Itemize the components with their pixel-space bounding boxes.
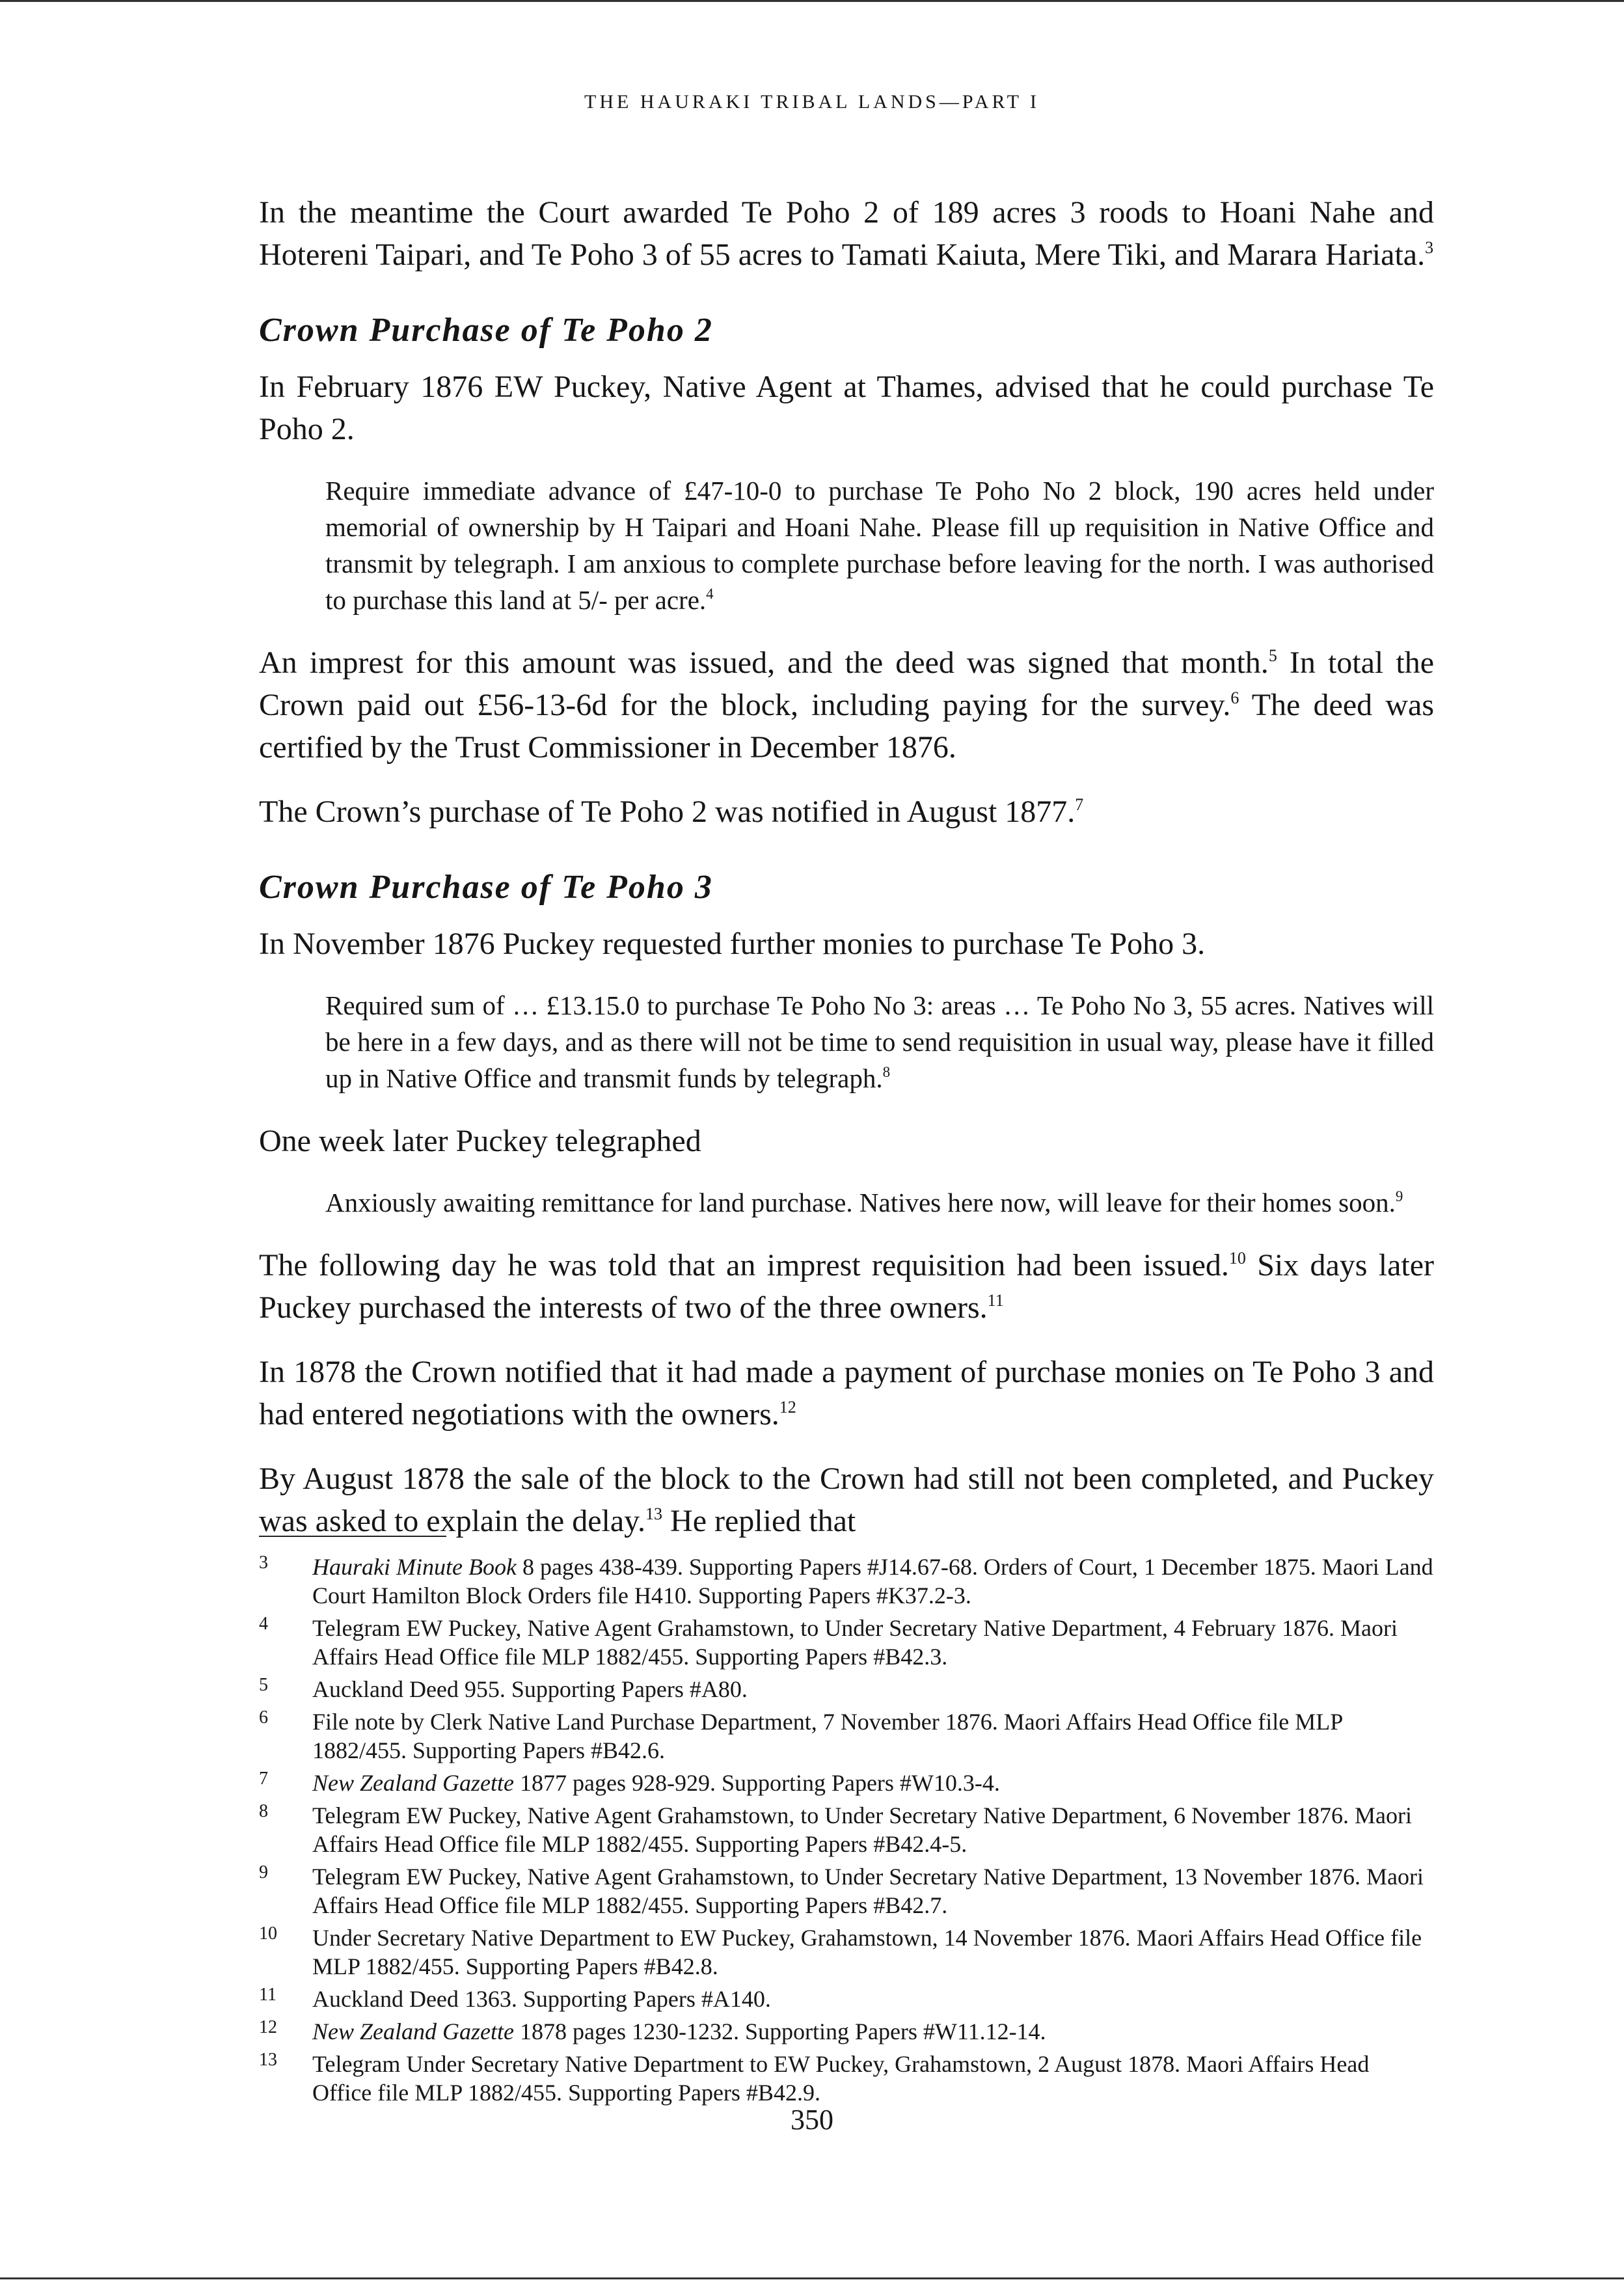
quote-telegram-2	[325, 987, 1434, 1096]
footnote-source-title: New Zealand Gazette	[312, 2018, 514, 2044]
paragraph-8-text: In 1878 the Crown notified that it had made a payment of purchase monies on Te Poho 3 and had entered negotiations with the owners.	[259, 1355, 1434, 1432]
footnote-source-title: New Zealand Gazette	[312, 1770, 514, 1796]
footnote-ref-7[interactable]: 7	[1075, 795, 1084, 814]
footnote-item	[259, 1675, 1434, 1704]
paragraph-5	[259, 923, 1434, 965]
footnote-text	[312, 1614, 1434, 1671]
footnote-ref-13[interactable]: 13	[645, 1504, 663, 1523]
footnote-citation: Telegram EW Puckey, Native Agent Grahamstown, to Under Secretary Native Department, 6 November 1876. Maori Affairs Head Office file MLP 1882/455. Supporting Papers #B42.4-5.	[312, 1802, 1412, 1857]
page-number: 350	[791, 2104, 833, 2136]
footnote-text	[312, 1923, 1434, 1981]
footnote-item	[259, 1923, 1434, 1981]
footnote-number: 6	[259, 1707, 268, 1728]
footnote-item	[259, 2050, 1434, 2107]
footnote-ref-11[interactable]: 11	[987, 1291, 1004, 1310]
footnote-citation: Telegram EW Puckey, Native Agent Grahamstown, to Under Secretary Native Department, 4 February 1876. Maori Affairs Head Office file MLP 1882/455. Supporting Papers #B42.3.	[312, 1615, 1398, 1670]
footnote-number: 7	[259, 1769, 268, 1789]
footnote-ref-12[interactable]: 12	[779, 1398, 796, 1417]
footnote-item	[259, 1553, 1434, 1610]
paragraph-7	[259, 1244, 1434, 1329]
paragraph-5-text: In November 1876 Puckey requested further monies to purchase Te Poho 3.	[259, 927, 1206, 961]
footnote-number: 8	[259, 1801, 268, 1821]
footnote-ref-3[interactable]: 3	[1425, 238, 1434, 257]
footnote-number: 10	[259, 1923, 277, 1944]
footnote-ref-6[interactable]: 6	[1230, 688, 1239, 707]
paragraph-6-text: One week later Puckey telegraphed	[259, 1124, 701, 1158]
footnote-citation: 1878 pages 1230-1232. Supporting Papers #W11.12-14.	[513, 2018, 1046, 2044]
body-text	[259, 191, 1434, 1564]
paragraph-9	[259, 1458, 1434, 1542]
quote-1-text: Require immediate advance of £47-10-0 to purchase Te Poho No 2 block, 190 acres held under memorial of ownership by H Taipari and Hoani Nahe. Please fill up requisition in Native Office and transmit by telegraph. I am anxious to complete purchase before leaving for the north. I was authorised to purchase this land at 5/- per acre.	[325, 476, 1434, 615]
paragraph-2	[259, 366, 1434, 450]
footnotes	[259, 1553, 1434, 2111]
footnote-text	[312, 1769, 1434, 1797]
footnote-text	[312, 1801, 1434, 1858]
footnote-citation: Under Secretary Native Department to EW Puckey, Grahamstown, 14 November 1876. Maori Affairs Head Office file MLP 1882/455. Supporting Papers #B42.8.	[312, 1925, 1422, 1979]
footnote-citation: Auckland Deed 955. Supporting Papers #A80.	[312, 1676, 748, 1702]
footnote-citation: 1877 pages 928-929. Supporting Papers #W10.3-4.	[513, 1770, 1000, 1796]
quote-telegram-1	[325, 472, 1434, 618]
footnote-citation: 8 pages 438-439. Supporting Papers #J14.67-68. Orders of Court, 1 December 1875. Maori Land Court Hamilton Block Orders file H410. Supporting Papers #K37.2-3.	[312, 1554, 1433, 1609]
footnote-number: 5	[259, 1675, 268, 1695]
paragraph-4	[259, 791, 1434, 833]
footnote-citation: Auckland Deed 1363. Supporting Papers #A140.	[312, 1986, 771, 2012]
footnote-text	[312, 1862, 1434, 1920]
quote-telegram-3	[325, 1184, 1434, 1221]
paragraph-3-text-b: In total the Crown paid out £56-13-6d for the block, including paying for the survey.	[259, 645, 1434, 722]
footnote-number: 12	[259, 2017, 277, 2037]
footnote-item	[259, 1769, 1434, 1797]
paragraph-3	[259, 642, 1434, 768]
footnote-source-title: Hauraki Minute Book	[312, 1554, 517, 1580]
footnote-number: 13	[259, 2050, 277, 2070]
footnote-number: 11	[259, 1985, 277, 2005]
paragraph-9-text-b: He replied that	[662, 1504, 856, 1538]
footnote-ref-10[interactable]: 10	[1228, 1249, 1246, 1268]
footnote-item	[259, 1801, 1434, 1858]
footnote-ref-5[interactable]: 5	[1268, 646, 1277, 665]
footnote-text	[312, 1985, 1434, 2013]
paragraph-1	[259, 191, 1434, 276]
paragraph-6	[259, 1120, 1434, 1162]
footnote-text	[312, 2017, 1434, 2046]
running-head: THE HAURAKI TRIBAL LANDS—PART I	[584, 91, 1040, 113]
paragraph-1-text: In the meantime the Court awarded Te Poho 2 of 189 acres 3 roods to Hoani Nahe and Hotereni Taipari, and Te Poho 3 of 55 acres to Tamati Kaiuta, Mere Tiki, and Marara Hariata.	[259, 195, 1434, 272]
footnote-item	[259, 2017, 1434, 2046]
footnote-number: 3	[259, 1553, 268, 1573]
footnote-item	[259, 1614, 1434, 1671]
quote-3-text: Anxiously awaiting remittance for land purchase. Natives here now, will leave for their homes soon.	[325, 1188, 1396, 1217]
footnote-item	[259, 1985, 1434, 2013]
footnote-ref-9[interactable]: 9	[1395, 1188, 1403, 1204]
footnote-text	[312, 1675, 1434, 1704]
footnote-number: 9	[259, 1862, 268, 1882]
paragraph-3-text-c: The deed was certified by the Trust Commissioner in December 1876.	[259, 688, 1435, 765]
footnote-item	[259, 1707, 1434, 1765]
paragraph-7-text-b: Six days later Puckey purchased the interests of two of the three owners.	[259, 1248, 1435, 1325]
paragraph-3-text-a: An imprest for this amount was issued, and the deed was signed that month.	[259, 645, 1269, 680]
footnote-text	[312, 1707, 1434, 1765]
paragraph-7-text-a: The following day he was told that an imprest requisition had been issued.	[259, 1248, 1229, 1283]
quote-2-text: Required sum of … £13.15.0 to purchase Te Poho No 3: areas … Te Poho No 3, 55 acres. Natives will be here in a few days, and as there will not be time to send requisition in usual way, please have it filled up in Native Office and transmit funds by telegraph.	[325, 990, 1434, 1093]
paragraph-4-text: The Crown’s purchase of Te Poho 2 was notified in August 1877.	[259, 795, 1076, 829]
footnote-text	[312, 2050, 1434, 2107]
footnote-number: 4	[259, 1614, 268, 1634]
paragraph-8	[259, 1351, 1434, 1435]
footnote-ref-4[interactable]: 4	[706, 586, 714, 602]
footnote-citation: File note by Clerk Native Land Purchase Department, 7 November 1876. Maori Affairs Head Office file MLP 1882/455. Supporting Papers #B42.6.	[312, 1709, 1342, 1763]
paragraph-2-text: In February 1876 EW Puckey, Native Agent at Thames, advised that he could purchase Te Poho 2.	[259, 370, 1434, 446]
section-heading-te-poho-2: Crown Purchase of Te Poho 2	[259, 312, 713, 349]
section-heading-te-poho-3: Crown Purchase of Te Poho 3	[259, 869, 713, 906]
footnote-separator	[259, 1536, 446, 1537]
footnote-text	[312, 1553, 1434, 1610]
footnote-item	[259, 1862, 1434, 1920]
footnote-ref-8[interactable]: 8	[882, 1064, 891, 1080]
footnote-citation: Telegram EW Puckey, Native Agent Grahamstown, to Under Secretary Native Department, 13 November 1876. Maori Affairs Head Office file MLP 1882/455. Supporting Papers #B42.7.	[312, 1864, 1424, 1918]
paragraph-9-text-a: By August 1878 the sale of the block to the Crown had still not been completed, and Puckey was asked to explain the delay.	[259, 1461, 1434, 1538]
footnote-citation: Telegram Under Secretary Native Department to EW Puckey, Grahamstown, 2 August 1878. Maori Affairs Head Office file MLP 1882/455. Supporting Papers #B42.9.	[312, 2051, 1370, 2106]
